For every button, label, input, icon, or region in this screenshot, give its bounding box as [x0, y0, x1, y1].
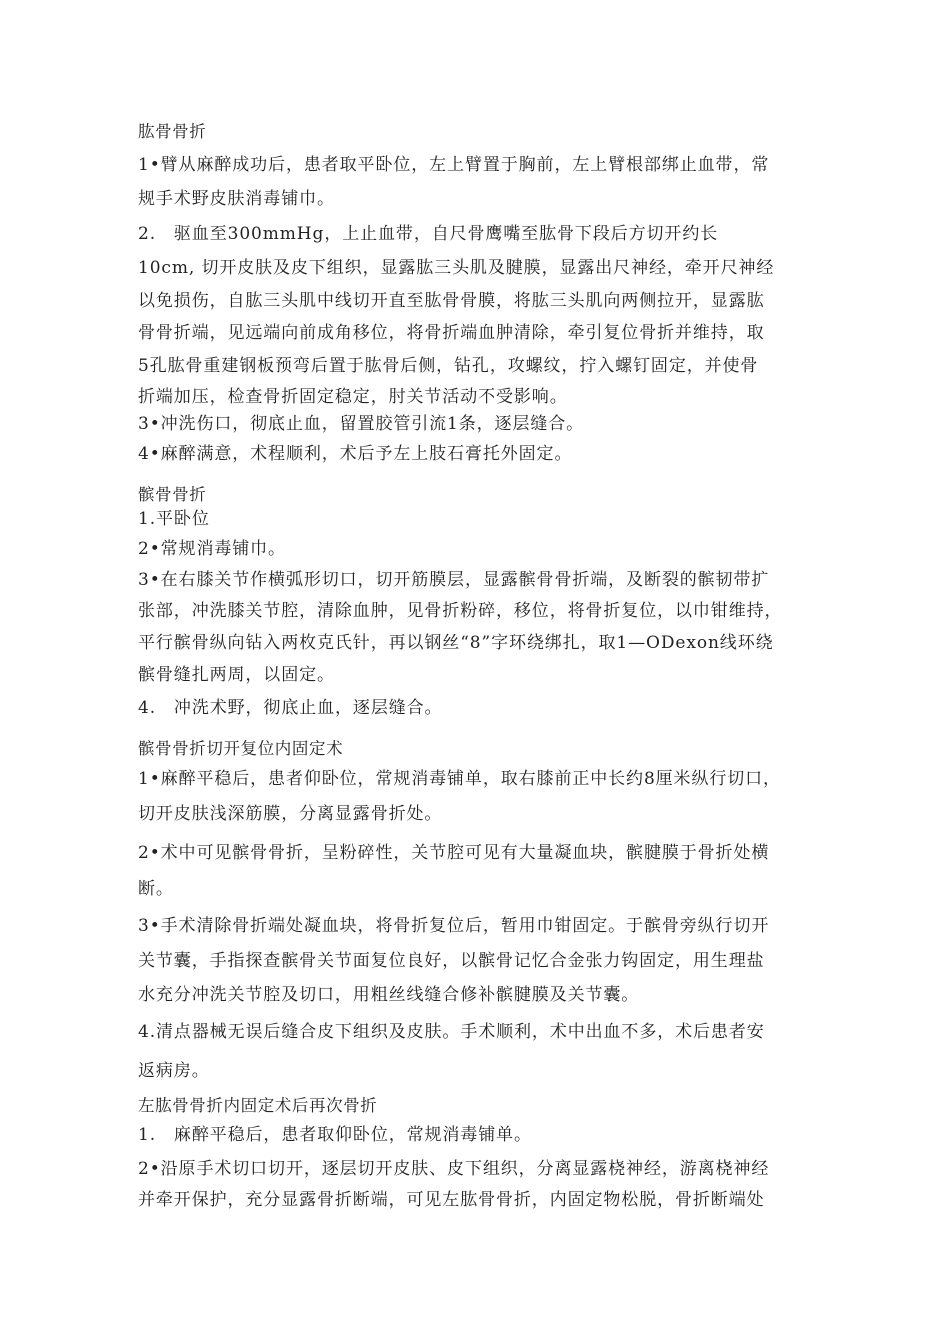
- section-heading: 髌骨骨折: [138, 485, 207, 504]
- paragraph-line: 2•术中可见髌骨骨折，呈粉碎性，关节腔可见有大量凝血块，髌腱膜于骨折处横: [138, 843, 770, 863]
- paragraph-line: 髌骨缝扎两周，以固定。: [138, 665, 335, 685]
- paragraph-line: 4.清点器械无误后缝合皮下组织及皮肤。手术顺利，术中出血不多，术后患者安: [138, 1022, 765, 1042]
- paragraph-line: 平行髌骨纵向钻入两枚克氏针，再以钢丝“8”字环绕绑扎，取1—ODexon线环绕: [138, 633, 774, 653]
- paragraph-line: 规手术野皮肤消毒铺巾。: [138, 189, 335, 209]
- paragraph-line: 4•麻醉满意，术程顺利，术后予左上肢石膏托外固定。: [138, 444, 573, 464]
- paragraph-line: 1.平卧位: [138, 509, 210, 529]
- paragraph-line: 2•沿原手术切口切开，逐层切开皮肤、皮下组织，分离显露桡神经，游离桡神经: [138, 1159, 770, 1179]
- paragraph-line: 1•麻醉平稳后，患者仰卧位，常规消毒铺单，取右膝前正中长约8厘米纵行切口，: [138, 769, 781, 789]
- paragraph-line: 关节囊，手指探查髌骨关节面复位良好，以髌骨记忆合金张力钩固定，用生理盐: [138, 951, 765, 971]
- paragraph-line: 2. 驱血至300mmHg，上止血带，自尺骨鹰嘴至肱骨下段后方切开约长: [138, 224, 719, 244]
- paragraph-line: 1. 麻醉平稳后，患者取仰卧位，常规消毒铺单。: [138, 1125, 532, 1145]
- section-heading: 肱骨骨折: [138, 122, 207, 141]
- paragraph-line: 水充分冲洗关节腔及切口，用粗丝线缝合修补髌腱膜及关节囊。: [138, 985, 640, 1005]
- paragraph-line: 3•手术清除骨折端处凝血块，将骨折复位后，暂用巾钳固定。于髌骨旁纵行切开: [138, 916, 770, 936]
- paragraph-line: 折端加压，检查骨折固定稳定，肘关节活动不受影响。: [138, 387, 568, 407]
- paragraph-line: 3•在右膝关节作横弧形切口，切开筋膜层，显露髌骨骨折端，及断裂的髌韧带扩: [138, 570, 770, 590]
- paragraph-line: 以免损伤，自肱三头肌中线切开直至肱骨骨膜，将肱三头肌向两侧拉开，显露肱: [138, 291, 765, 311]
- section-heading: 左肱骨骨折内固定术后再次骨折: [138, 1096, 378, 1115]
- paragraph-line: 1•臂从麻醉成功后，患者取平卧位，左上臂置于胸前，左上臂根部绑止血带，常: [138, 155, 770, 175]
- paragraph-line: 张部，冲洗膝关节腔，清除血肿，见骨折粉碎，移位，将骨折复位，以巾钳维持，: [138, 601, 783, 621]
- paragraph-line: 骨骨折端，见远端向前成角移位，将骨折端血肿清除，牵引复位骨折并维持，取: [138, 323, 765, 343]
- section-heading: 髌骨骨折切开复位内固定术: [138, 739, 344, 758]
- paragraph-line: 3•冲洗伤口，彻底止血，留置胶管引流1条，逐层缝合。: [138, 414, 585, 434]
- paragraph-line: 返病房。: [138, 1061, 210, 1081]
- paragraph-line: 10cm, 切开皮肤及皮下组织，显露肱三头肌及腱膜，显露出尺神经，牵开尺神经: [138, 258, 775, 278]
- paragraph-line: 并牵开保护，充分显露骨折断端，可见左肱骨骨折，内固定物松脱，骨折断端处: [138, 1190, 765, 1210]
- paragraph-line: 5孔肱骨重建钢板预弯后置于肱骨后侧，钻孔，攻螺纹，拧入螺钉固定，并使骨: [138, 356, 759, 376]
- paragraph-line: 断。: [138, 879, 174, 899]
- paragraph-line: 2•常规消毒铺巾。: [138, 539, 286, 559]
- paragraph-line: 4. 冲洗术野，彻底止血，逐层缝合。: [138, 698, 443, 718]
- paragraph-line: 切开皮肤浅深筋膜，分离显露骨折处。: [138, 804, 443, 824]
